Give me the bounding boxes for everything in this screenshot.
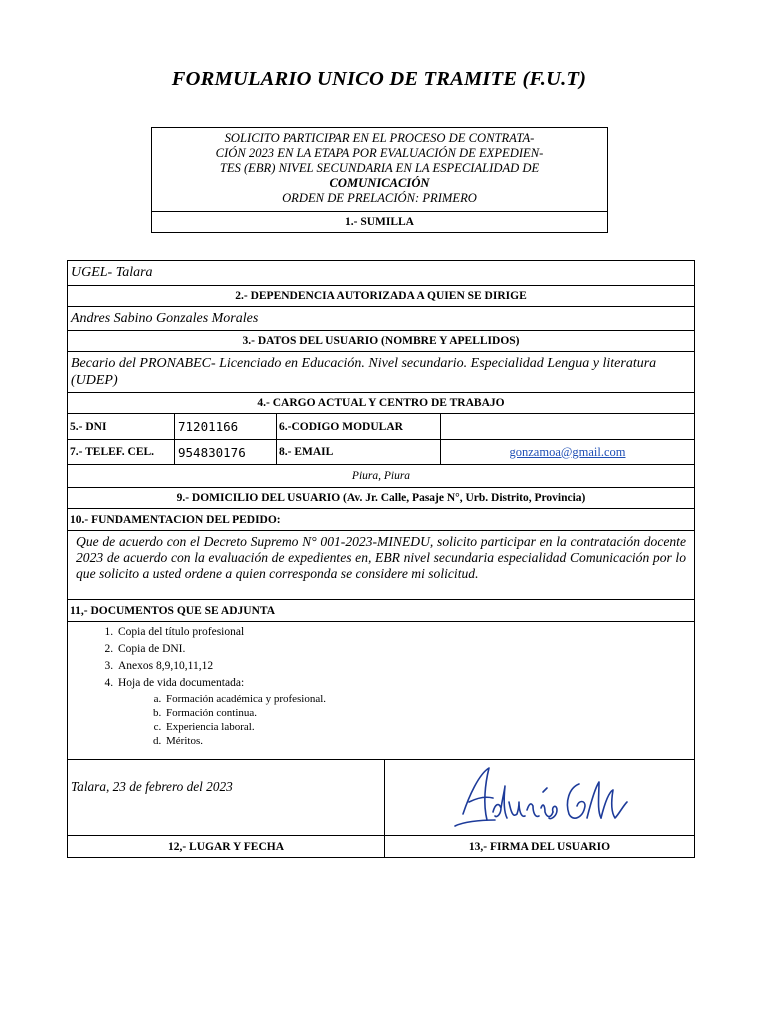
cargo-label: 4.- CARGO ACTUAL Y CENTRO DE TRABAJO [68,393,694,414]
form-title: FORMULARIO UNICO DE TRAMITE (F.U.T) [171,68,587,90]
dni-value: 71201166 [175,414,277,439]
codigo-modular-label: 6.-CODIGO MODULAR [277,414,441,439]
list-item: 3. Anexos 8,9,10,11,12 [116,658,694,675]
codigo-modular-value [441,414,694,439]
domicilio-value: Piura, Piura [68,465,694,488]
dni-label: 5.- DNI [68,414,175,439]
fundamentacion-text: Que de acuerdo con el Decreto Supremo N° 001-2023-MINEDU, solicito participar en la contratación docente 2023 de acuerdo con la evaluación de expedientes en, EBR nivel secundaria especialidad Comunicación por lo que solicito a usted ordene a quien corresponda se considere mi solicitud. [76,534,686,581]
usuario-label: 3.- DATOS DEL USUARIO (NOMBRE Y APELLIDOS) [68,331,694,352]
email-link[interactable]: gonzamoa@gmail.com [509,444,626,459]
signature-row [68,760,694,836]
firma-label: 13,- FIRMA DEL USUARIO [468,840,611,853]
cargo-value-row [68,352,694,393]
dependencia-value-row [68,261,694,286]
usuario-value: Andres Sabino Gonzales Morales [71,310,259,326]
list-item-label: Hoja de vida documentada: [118,677,245,689]
sumilla-order: ORDEN DE PRELACIÓN: PRIMERO [282,191,477,205]
contact-row [68,440,694,465]
sumilla-box [151,127,608,233]
sumilla-specialty: COMUNICACIÓN [329,176,430,190]
fundamentacion-label: 10.- FUNDAMENTACION DEL PEDIDO: [68,509,694,531]
telefono-label: 7.- TELEF. CEL. [68,440,175,464]
list-item: 1. Copia del título profesional [116,624,694,641]
lugar-fecha-label: 12,- LUGAR Y FECHA [68,836,385,857]
fundamentacion-row [68,531,694,600]
signature-image [449,762,649,834]
list-item: 2. Copia de DNI. [116,641,694,658]
usuario-value-row [68,307,694,331]
sub-list-item: a. Formación académica y profesional. [164,692,694,706]
domicilio-label: 9.- DOMICILIO DEL USUARIO (Av. Jr. Calle, Pasaje N°, Urb. Distrito, Provincia) [68,488,694,509]
sumilla-line: SOLICITO PARTICIPAR EN EL PROCESO DE CONTRATA- [224,131,535,145]
list-item [116,675,694,748]
documentos-label: 11,- DOCUMENTOS QUE SE ADJUNTA [68,600,694,622]
email-label: 8.- EMAIL [277,440,441,464]
dependencia-value: UGEL- Talara [71,265,153,280]
sumilla-line: CIÓN 2023 EN LA ETAPA POR EVALUACIÓN DE EXPEDIEN- [215,146,544,160]
documentos-list [68,622,694,748]
sub-list-item: b. Formación continua. [164,706,694,720]
signature-cell [385,760,694,835]
dependencia-label: 2.- DEPENDENCIA AUTORIZADA A QUIEN SE DIRIGE [68,286,694,307]
sub-list-item: d. Méritos. [164,734,694,748]
footer-labels-row [68,836,694,857]
telefono-value: 954830176 [175,440,277,464]
lugar-fecha-value: Talara, 23 de febrero del 2023 [68,760,385,835]
documentos-row [68,622,694,760]
cargo-value: Becario del PRONABEC- Licenciado en Educación. Nivel secundario. Especialidad Lengua y literatura (UDEP) [71,356,657,388]
dni-row [68,414,694,440]
sumilla-label: 1.- SUMILLA [344,216,414,228]
sumilla-text [152,128,607,212]
sub-list-item: c. Experiencia laboral. [164,720,694,734]
form-table [67,260,695,858]
sumilla-line: TES (EBR) NIVEL SECUNDARIA EN LA ESPECIALIDAD DE [219,161,540,175]
